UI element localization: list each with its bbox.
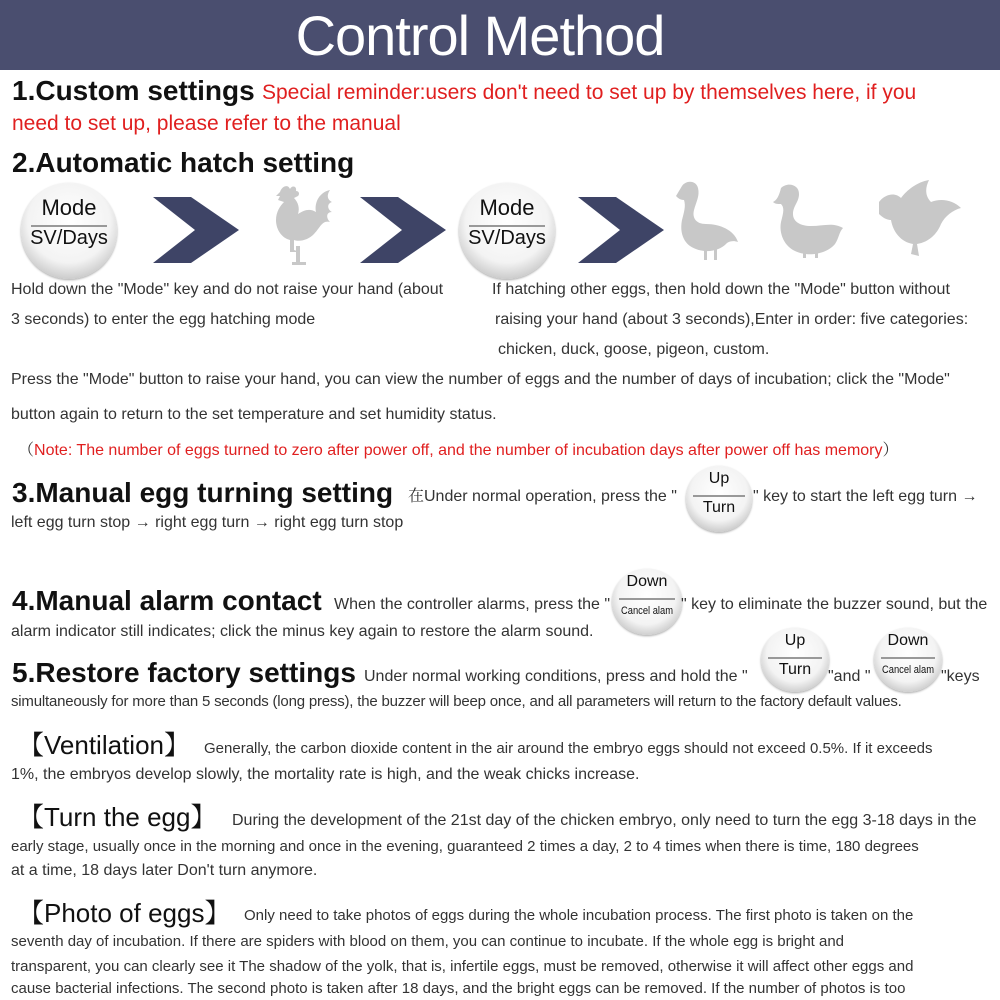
sv-days-label: SV/Days <box>30 227 108 249</box>
turn-label: Turn <box>702 499 736 516</box>
note-open: （ <box>18 442 35 459</box>
chevron-right-icon <box>360 197 446 263</box>
up-turn-key[interactable] <box>686 466 752 532</box>
special-reminder-line1: Special reminder:users don't need to set up by themselves here, if you <box>262 81 917 104</box>
section-3-line2: left egg turn stop → right egg turn → right egg turn stop <box>11 514 404 531</box>
button-divider <box>693 495 746 497</box>
section-1-heading: 1.Custom settings <box>12 75 255 106</box>
note-close: ） <box>882 442 899 459</box>
pigeon-icon <box>875 180 965 260</box>
section-5-heading: 5.Restore factory settings <box>12 657 356 688</box>
photo-eggs-line3: transparent, you can clearly see it The shadow of the yolk, that is, infertile eggs, must be removed, otherwise it will affect other eggs and <box>11 958 914 975</box>
turn-egg-line2: early stage, usually once in the morning and once in the evening, guaranteed 2 times a day, 2 to 4 times when there is time, 180 degrees <box>11 838 919 855</box>
chevron-right-icon <box>153 197 239 263</box>
down-label: Down <box>887 632 929 649</box>
turn-egg-line3: at a time, 18 days later Don't turn anymore. <box>11 862 318 879</box>
down-label: Down <box>626 573 668 590</box>
section-5-text-a: Under normal working conditions, press and hold the " <box>364 668 748 685</box>
turn-egg-title: 【Turn the egg】 <box>18 802 217 832</box>
section-3-text-b: " key to start the left egg turn → <box>753 488 978 505</box>
mode-label: Mode <box>479 195 535 220</box>
photo-eggs-line1: Only need to take photos of eggs during the whole incubation process. The first photo is taken on the <box>244 907 914 924</box>
section-5-text-b: "keys <box>941 668 980 685</box>
section-4-text-a: When the controller alarms, press the " <box>334 596 611 613</box>
button-divider <box>619 598 675 600</box>
photo-eggs-title: 【Photo of eggs】 <box>18 898 231 928</box>
page-title: Control Method <box>295 4 665 67</box>
power-off-note <box>18 440 899 462</box>
hatch-right-line1: If hatching other eggs, then hold down the "Mode" button without <box>492 281 950 298</box>
mode-button[interactable] <box>21 183 117 279</box>
down-cancel-alarm-key[interactable] <box>874 628 942 692</box>
hatch-left-line1: Hold down the "Mode" key and do not raise your hand (about <box>11 281 444 298</box>
hatch-right-line2: raising your hand (about 3 seconds),Enter in order: five categories: <box>495 311 969 328</box>
section-4-heading: 4.Manual alarm contact <box>12 585 322 616</box>
section-3-heading: 3.Manual egg turning setting <box>12 477 394 508</box>
section-4-text-b: " key to eliminate the buzzer sound, but the <box>681 596 988 613</box>
duck-icon <box>773 180 857 264</box>
section-3-text-a: 在Under normal operation, press the " <box>408 488 677 505</box>
special-reminder-line2: need to set up, please refer to the manual <box>12 112 401 135</box>
press-mode-line1: Press the "Mode" button to raise your hand, you can view the number of eggs and the number of days of incubation; click the "Mode" <box>11 371 950 388</box>
chevron-right-icon <box>578 197 664 263</box>
section-2-heading: 2.Automatic hatch setting <box>12 147 355 178</box>
up-turn-key[interactable] <box>761 628 829 692</box>
hatch-left-line2: 3 seconds) to enter the egg hatching mode <box>11 311 316 328</box>
button-divider <box>768 657 822 659</box>
section-5-text-mid: "and " <box>828 668 871 685</box>
down-cancel-alarm-key[interactable] <box>612 569 682 635</box>
ventilation-line2: 1%, the embryos develop slowly, the mortality rate is high, and the weak chicks increase. <box>11 766 640 783</box>
up-label: Up <box>784 632 806 649</box>
photo-eggs-line4: cause bacterial infections. The second photo is taken after 18 days, and the bright eggs can be removed. If the number of photos is too <box>11 980 906 997</box>
rooster-icon <box>256 178 346 268</box>
ventilation-title: 【Ventilation】 <box>18 730 190 760</box>
turn-label: Turn <box>778 661 812 678</box>
sv-days-label: SV/Days <box>468 227 546 249</box>
press-mode-line2: button again to return to the set temperature and set humidity status. <box>11 406 497 423</box>
button-divider <box>881 657 935 659</box>
photo-eggs-line2: seventh day of incubation. If there are spiders with blood on them, you can continue to incubate. If the whole egg is bright and <box>11 933 845 950</box>
section-4-line2: alarm indicator still indicates; click the minus key again to restore the alarm sound. <box>11 623 594 640</box>
up-label: Up <box>708 470 730 487</box>
goose-icon <box>676 176 756 266</box>
note-text: Note: The number of eggs turned to zero after power off, and the number of incubation days after power off has memory <box>34 442 883 459</box>
section-5-line2: simultaneously for more than 5 seconds (long press), the buzzer will beep once, and all parameters will return to the factory default values. <box>11 693 902 710</box>
cancel-alarm-label: Cancel alam <box>882 664 934 676</box>
mode-label: Mode <box>41 195 97 220</box>
turn-egg-line1: During the development of the 21st day of the chicken embryo, only need to turn the egg 3-18 days in the <box>232 812 977 829</box>
ventilation-line1: Generally, the carbon dioxide content in the air around the embryo eggs should not exceed 0.5%. If it exceeds <box>204 740 933 757</box>
hatch-right-line3: chicken, duck, goose, pigeon, custom. <box>498 341 770 358</box>
cancel-alarm-label: Cancel alam <box>621 605 673 617</box>
mode-button[interactable] <box>459 183 555 279</box>
